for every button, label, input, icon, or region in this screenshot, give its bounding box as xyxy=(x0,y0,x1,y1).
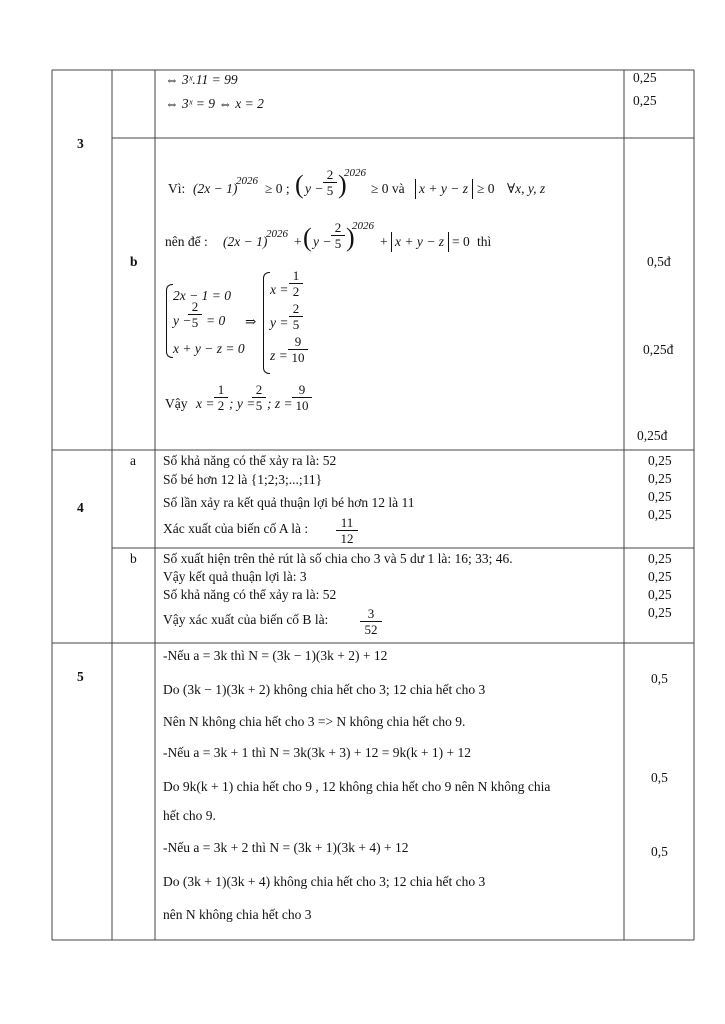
q3b-vi-geq1: ≥ 0 ; xyxy=(265,181,290,196)
q5-score-2: 0,5 xyxy=(651,770,668,785)
q3b-vi-geq2: ≥ 0 và xyxy=(371,181,405,196)
frac-denominator: 2 xyxy=(292,284,300,299)
q3b-vi-geq3: ≥ 0 xyxy=(477,181,495,196)
frac-numerator: 2 xyxy=(188,299,202,315)
q4-part-b-label: b xyxy=(130,551,137,566)
q4a-probability-frac xyxy=(336,515,358,546)
frac-numerator: 1 xyxy=(289,268,303,284)
q3b-vi-forall: ∀x, y, z xyxy=(507,181,546,196)
q3a-line-1: ⇔ 3ˣ.11 = 99 xyxy=(165,72,238,87)
q3b-sys-eq1: 2x − 1 = 0 xyxy=(173,288,231,303)
q3b-nende-plus2: + xyxy=(380,234,388,249)
q3b-nende-prefix: nên để : xyxy=(165,234,208,249)
q3b-res-y: y = xyxy=(270,315,289,330)
q4b-score-3: 0,25 xyxy=(648,587,672,602)
q4-part-a-label: a xyxy=(130,453,136,468)
frac-denominator: 12 xyxy=(340,531,354,546)
q3b-sys-eq3: x + y − z = 0 xyxy=(173,341,245,356)
q3b-vi-lparen: ( xyxy=(295,170,304,199)
frac-numerator: 9 xyxy=(288,334,308,350)
q3b-nende-abs: x + y − z xyxy=(395,234,444,249)
q3b-res-x: x = xyxy=(270,282,289,297)
q3b-nende-frac xyxy=(331,220,345,251)
frac-numerator: 2 xyxy=(331,220,345,236)
q3b-score-3: 0,25đ xyxy=(637,428,668,443)
frac-denominator: 5 xyxy=(292,317,300,332)
abs-bar-right xyxy=(448,232,449,252)
q4b-score-1: 0,25 xyxy=(648,551,672,566)
q3b-nende-lparen: ( xyxy=(303,223,312,252)
q5-score-1: 0,5 xyxy=(651,671,668,686)
q5-line-1: -Nếu a = 3k thì N = (3k − 1)(3k + 2) + 12 xyxy=(163,648,388,663)
q3b-vi-expr1: (2x − 1) xyxy=(193,181,238,196)
abs-bar-left xyxy=(415,179,416,199)
frac-denominator: 5 xyxy=(191,315,199,330)
question-4-number: 4 xyxy=(77,500,84,515)
q3b-res-z: z = xyxy=(270,348,288,363)
q4b-score-4: 0,25 xyxy=(648,605,672,620)
q4a-line-2: Số bé hơn 12 là {1;2;3;...;11} xyxy=(163,472,323,487)
q3b-nende-exp1: 2026 xyxy=(266,228,288,240)
q5-line-9: nên N không chia hết cho 3 xyxy=(163,907,312,922)
q4b-line-1: Số xuất hiện trên thẻ rút là số chia cho 3 và 5 dư 1 là: 16; 33; 46. xyxy=(163,551,513,566)
q3b-nende-plus1: + xyxy=(294,234,302,249)
q3a-score-2: 0,25 xyxy=(633,93,657,108)
q3b-res-y-frac xyxy=(289,301,303,332)
q3b-nende-yminus: y − xyxy=(313,234,332,249)
right-system-brace xyxy=(263,272,270,374)
q3b-vay-z-frac xyxy=(292,382,312,413)
q3b-vay-prefix: Vậy xyxy=(165,396,188,411)
frac-numerator: 9 xyxy=(292,382,312,398)
q5-line-6: hết cho 9. xyxy=(163,808,216,823)
left-system-brace xyxy=(166,284,173,358)
q3a-line-2: ⇔ 3ˣ = 9 ⇔ x = 2 xyxy=(165,96,264,111)
q3b-score-1: 0,5đ xyxy=(647,254,671,269)
q5-line-4: -Nếu a = 3k + 1 thì N = 3k(3k + 3) + 12 = 9k(k + 1) + 12 xyxy=(163,745,471,760)
q3a-score-1: 0,25 xyxy=(633,70,657,85)
frac-denominator: 5 xyxy=(334,236,342,251)
q4a-score-1: 0,25 xyxy=(648,453,672,468)
q4a-line-1: Số khả năng có thể xảy ra là: 52 xyxy=(163,453,337,468)
q3b-sys-eq2-rhs: = 0 xyxy=(206,313,226,328)
q3b-vay-y: ; y = xyxy=(229,396,256,411)
q5-line-8: Do (3k + 1)(3k + 4) không chia hết cho 3; 12 chia hết cho 3 xyxy=(163,874,486,889)
frac-denominator: 2 xyxy=(217,398,225,413)
question-5-number: 5 xyxy=(77,669,84,684)
q4b-line-3: Số khả năng có thể xảy ra là: 52 xyxy=(163,587,337,602)
q3b-vay-y-frac xyxy=(252,382,266,413)
frac-numerator: 1 xyxy=(214,382,228,398)
q3b-nende-expr1: (2x − 1) xyxy=(223,234,268,249)
q5-line-3: Nên N không chia hết cho 3 => N không chia hết cho 9. xyxy=(163,714,466,729)
q3b-res-x-frac xyxy=(289,268,303,299)
q3b-sys-eq2-frac xyxy=(188,299,202,330)
abs-bar-left xyxy=(391,232,392,252)
q4b-probability-frac xyxy=(360,606,382,637)
q5-line-7: -Nếu a = 3k + 2 thì N = (3k + 1)(3k + 4) + 12 xyxy=(163,840,409,855)
q3b-vi-exp2: 2026 xyxy=(344,167,366,179)
frac-denominator: 10 xyxy=(291,350,305,365)
q5-line-2: Do (3k − 1)(3k + 2) không chia hết cho 3; 12 chia hết cho 3 xyxy=(163,682,486,697)
q3b-vi-yminus: y − xyxy=(305,181,324,196)
q3b-vi-frac xyxy=(323,167,337,198)
q4b-line-2: Vậy kết quả thuận lợi là: 3 xyxy=(163,569,307,584)
question-3-number: 3 xyxy=(77,136,84,151)
q4a-score-3: 0,25 xyxy=(648,489,672,504)
q3b-res-z-frac xyxy=(288,334,308,365)
q3b-vi-exp1: 2026 xyxy=(236,175,258,187)
q3b-nende-exp2: 2026 xyxy=(352,220,374,232)
frac-numerator: 2 xyxy=(323,167,337,183)
frac-denominator: 5 xyxy=(326,183,334,198)
abs-bar-right xyxy=(472,179,473,199)
q3b-implies: ⇒ xyxy=(245,314,257,329)
q3b-sys-eq2-lhs: y − xyxy=(173,313,192,328)
q3b-vi-rparen: ) xyxy=(338,170,347,199)
q3b-nende-rparen: ) xyxy=(346,223,355,252)
frac-denominator: 5 xyxy=(255,398,263,413)
q3b-vay-x: x = xyxy=(196,396,215,411)
q4b-score-2: 0,25 xyxy=(648,569,672,584)
q3b-nende-thi: thì xyxy=(477,234,492,249)
q3b-score-2: 0,25đ xyxy=(643,342,674,357)
q4a-score-2: 0,25 xyxy=(648,471,672,486)
q3b-vay-z: ; z = xyxy=(267,396,293,411)
q3b-vay-x-frac xyxy=(214,382,228,413)
q3-part-b-label: b xyxy=(130,254,138,269)
q4b-line-4: Vậy xác xuất của biến cố B là: xyxy=(163,612,329,627)
q3b-vi-prefix: Vì: xyxy=(168,181,186,196)
q5-line-5: Do 9k(k + 1) chia hết cho 9 , 12 không chia hết cho 9 nên N không chia xyxy=(163,779,551,794)
q4a-line-4: Xác xuất của biến cố A là : xyxy=(163,521,309,536)
q3b-vi-abs: x + y − z xyxy=(419,181,468,196)
frac-denominator: 10 xyxy=(295,398,309,413)
frac-numerator: 3 xyxy=(360,606,382,622)
q5-score-3: 0,5 xyxy=(651,844,668,859)
q4a-line-3: Số lần xảy ra kết quả thuận lợi bé hơn 12 là 11 xyxy=(163,495,415,510)
frac-numerator: 11 xyxy=(336,515,358,531)
q4a-score-4: 0,25 xyxy=(648,507,672,522)
frac-numerator: 2 xyxy=(289,301,303,317)
frac-numerator: 2 xyxy=(252,382,266,398)
frac-denominator: 52 xyxy=(364,622,378,637)
q3b-nende-eq0: = 0 xyxy=(452,234,470,249)
